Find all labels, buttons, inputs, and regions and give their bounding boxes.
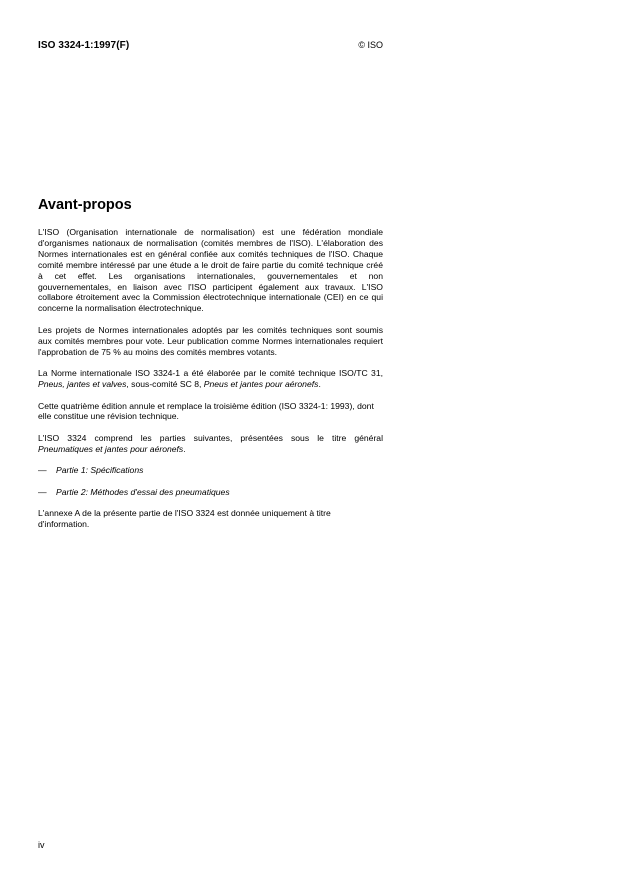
subcommittee-name: Pneus et jantes pour aéronefs [203, 379, 319, 390]
paragraph-iso-description: L'ISO (Organisation internationale de normalisation) est une fédération mondiale d'organismes nationaux de normalisation (comités membres de l'ISO). L'élaboration des Normes internationales est en général confiée aux comités techniques de l'ISO. Chaque comité membre intéressé par une étude a le droit de faire partie du comité technique créé à cet effet. Les organisations internationales, gouvernementales et non gouvernementales, en liaison avec l'ISO participent également aux travaux. L'ISO collabore étroitement avec la Commission électrotechnique internationale (CEI) en ce qui concerne la normalisation électrotechnique. [38, 227, 383, 314]
dash-bullet: — [38, 486, 47, 497]
foreword-body [38, 227, 383, 541]
committee-name: Pneus, jantes et valves [38, 379, 127, 390]
parts-text-2: . [183, 443, 186, 454]
dash-bullet: — [38, 465, 47, 476]
list-item-part-2 [38, 487, 383, 498]
page-number: iv [38, 840, 45, 850]
committee-text-3: . [318, 379, 321, 390]
page-title: Avant-propos [38, 197, 132, 213]
paragraph-edition: Cette quatrième édition annule et remplace la troisième édition (ISO 3324-1: 1993), dont elle constitue une révision technique. [38, 400, 374, 422]
list-item-part-1 [38, 465, 383, 476]
committee-text-2: , sous-comité SC 8, [126, 379, 204, 390]
parts-text-1: L'ISO 3324 comprend les parties suivantes, présentées sous le titre général [38, 432, 383, 443]
general-title: Pneumatiques et jantes pour aéronefs [38, 443, 184, 454]
paragraph-annex: L'annexe A de la présente partie de l'ISO 3324 est donnée uniquement à titre d'information. [38, 508, 331, 530]
committee-text-1: La Norme internationale ISO 3324-1 a été élaborée par le comité technique ISO/TC 31, [38, 368, 383, 379]
part-1-title: Partie 1: Spécifications [56, 465, 144, 476]
part-2-title: Partie 2: Méthodes d'essai des pneumatiques [56, 486, 230, 497]
paragraph-parts [38, 433, 383, 455]
document-id: ISO 3324-1:1997(F) [38, 40, 130, 51]
paragraph-voting: Les projets de Normes internationales adoptés par les comités techniques sont soumis aux comités membres pour vote. Leur publication comme Normes internationales requiert l'approbation de 75 % au moins des comités membres votants. [38, 324, 383, 357]
copyright-notice: © ISO [358, 40, 383, 50]
paragraph-committee [38, 368, 383, 390]
